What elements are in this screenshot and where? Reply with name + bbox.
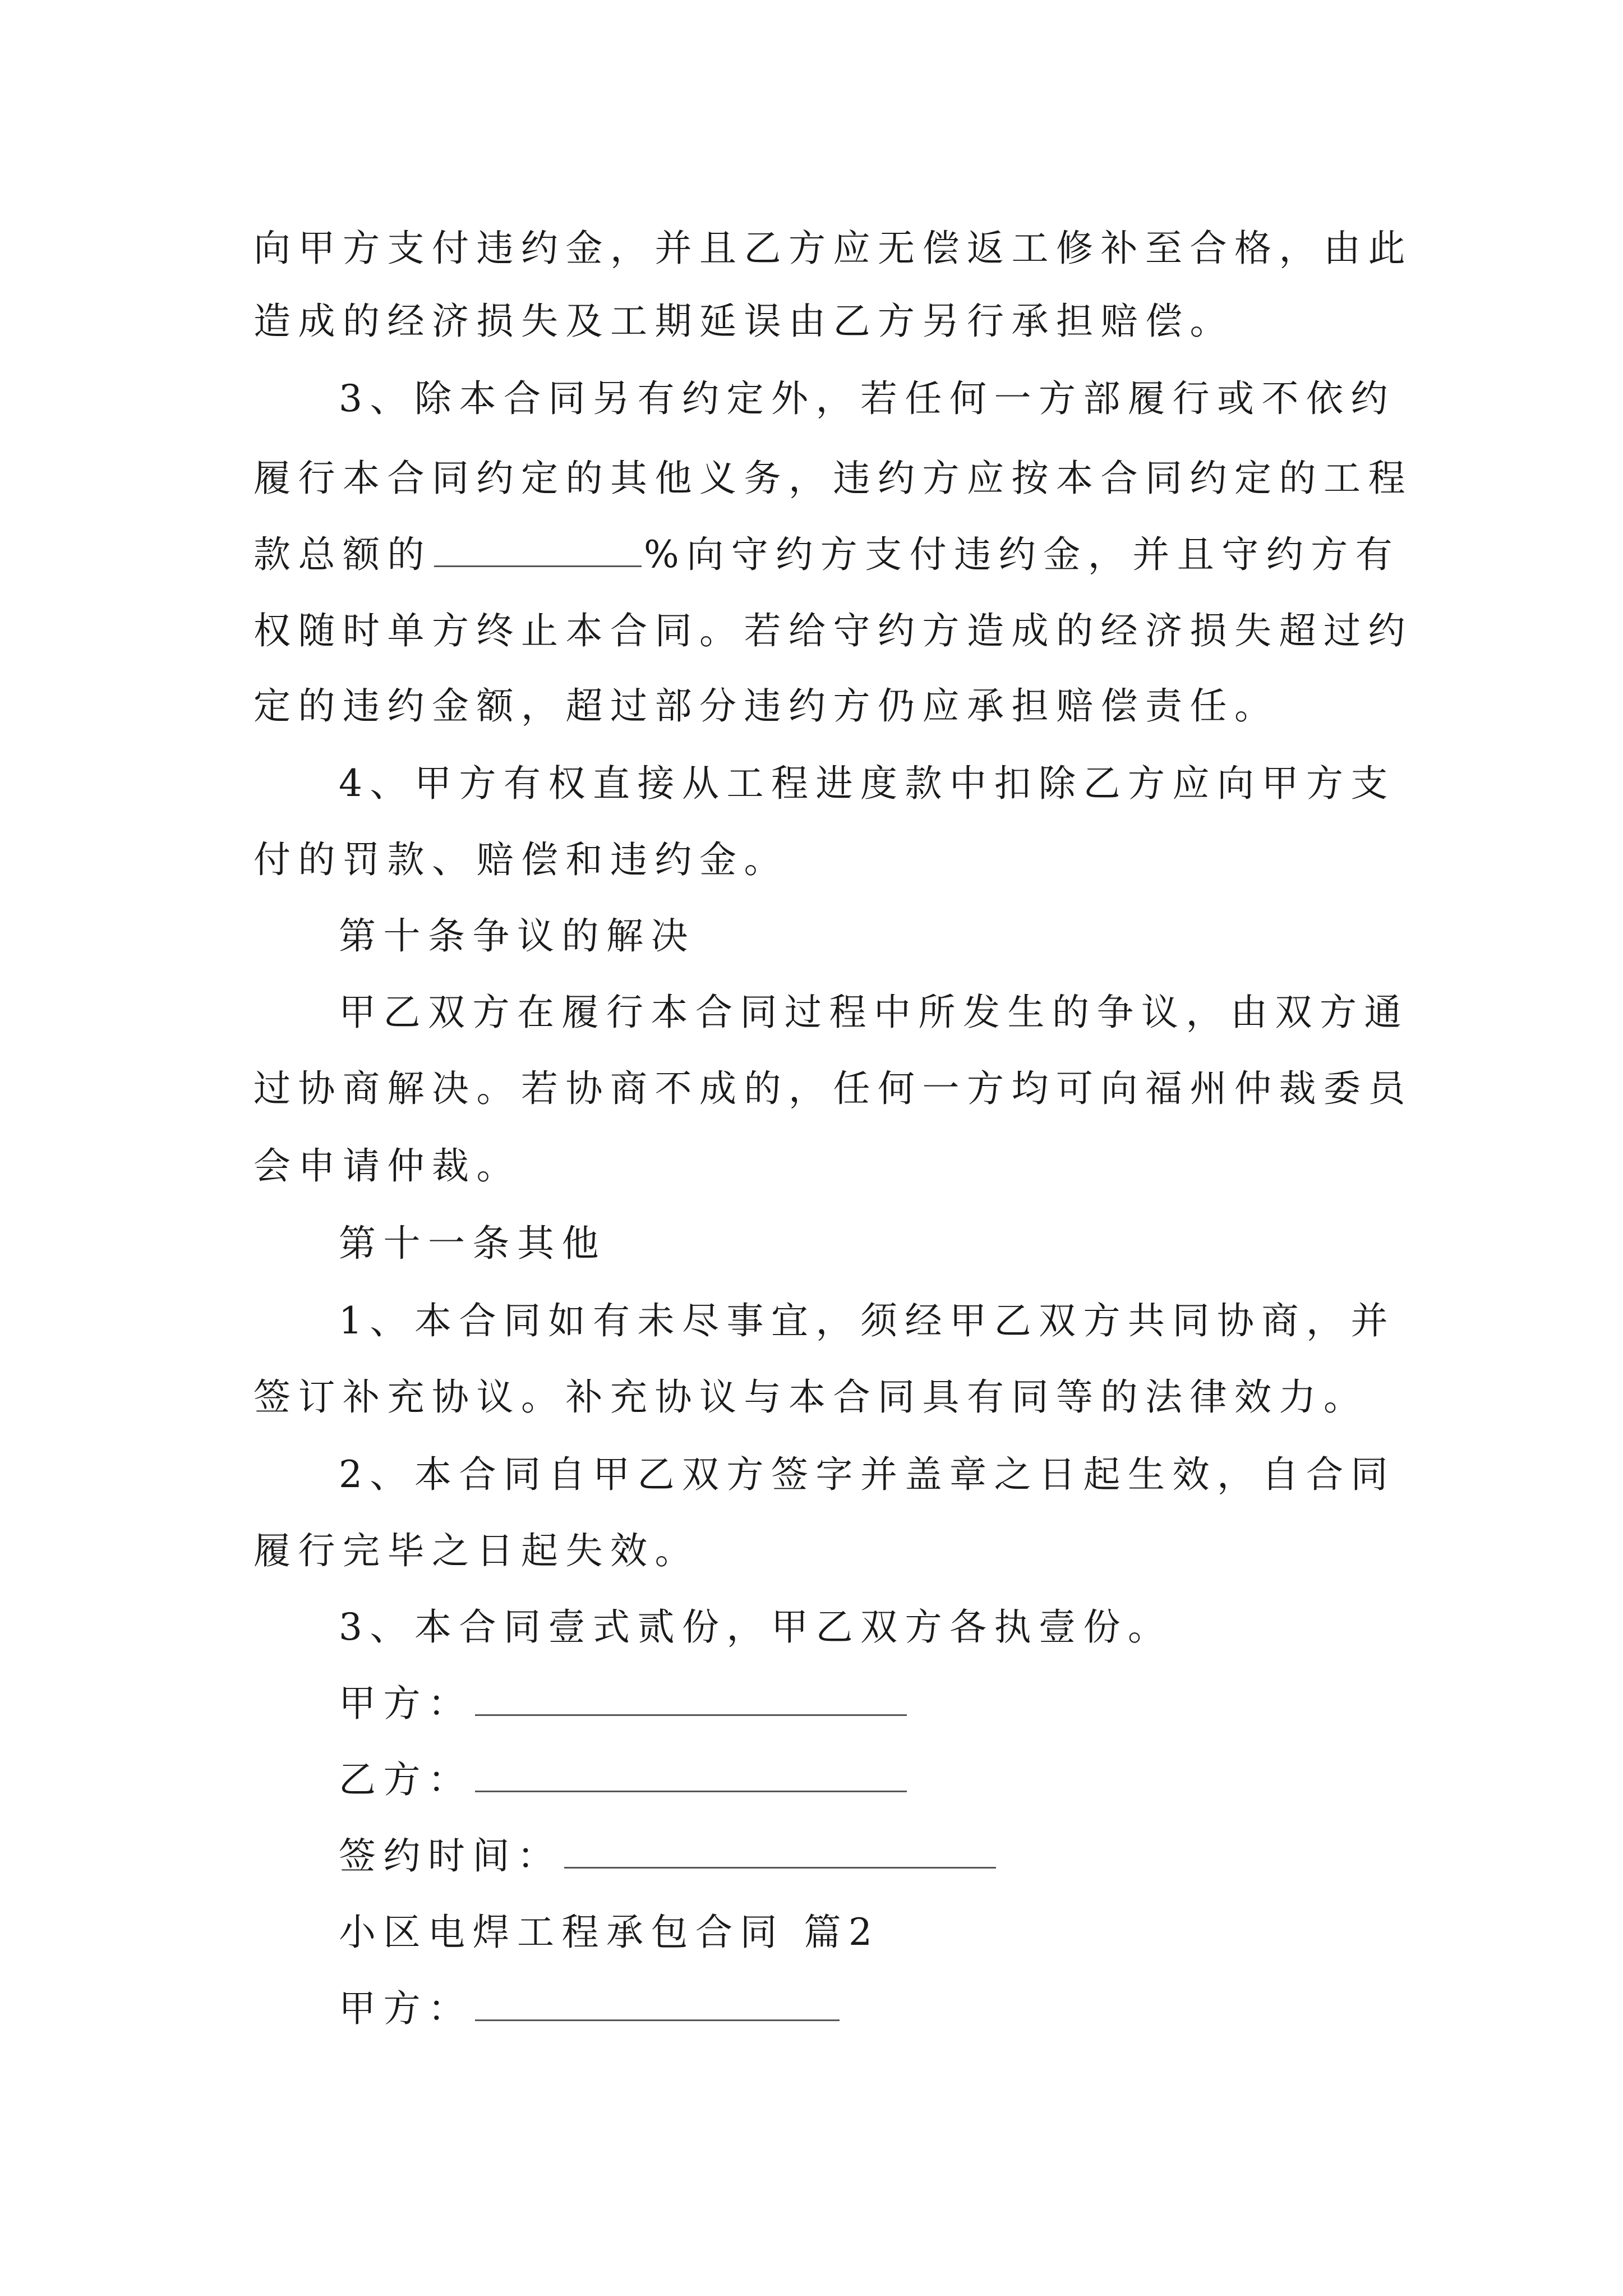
- amount-suffix: %向守约方支付违约金，并且守约方有: [644, 533, 1400, 576]
- other-clause-1-line: 1、本合同如有未尽事宜，须经甲乙双方共同协商，并: [339, 1299, 1395, 1342]
- paragraph-line: 过协商解决。若协商不成的，任何一方均可向福州仲裁委员: [253, 1067, 1413, 1110]
- clause-4-line: 4、甲方有权直接从工程进度款中扣除乙方应向甲方支: [339, 762, 1395, 805]
- paragraph-line: 会申请仲裁。: [253, 1144, 521, 1188]
- paragraph-line: 履行完毕之日起失效。: [253, 1529, 699, 1572]
- party-a-blank-2: [475, 1984, 840, 2021]
- party-b-signature-line: [339, 1755, 1472, 1805]
- party-a-signature-line: [339, 1678, 1472, 1729]
- paragraph-line: 造成的经济损失及工期延误由乙方另行承担赔偿。: [253, 300, 1234, 343]
- paragraph-line: 履行本合同约定的其他义务，违约方应按本合同约定的工程: [253, 457, 1413, 500]
- clause-3-line: 3、除本合同另有约定外，若任何一方部履行或不依约: [339, 377, 1395, 420]
- signing-date-line: [339, 1831, 1472, 1881]
- party-a-line-2: [339, 1984, 1472, 2034]
- other-clause-3-line: 3、本合同壹式贰份，甲乙双方各执壹份。: [339, 1605, 1173, 1649]
- signing-date-label: 签约时间：: [339, 1834, 562, 1878]
- other-clause-2-line: 2、本合同自甲乙双方签字并盖章之日起生效，自合同: [339, 1453, 1395, 1496]
- paragraph-line: 向甲方支付违约金，并且乙方应无偿返工修补至合格，由此: [253, 227, 1413, 270]
- percent-blank: [434, 530, 642, 567]
- paragraph-line: 签订补充协议。补充协议与本合同具有同等的法律效力。: [253, 1375, 1368, 1419]
- party-b-blank: [475, 1755, 907, 1792]
- party-a-label: 甲方：: [339, 1682, 473, 1725]
- paragraph-line: 权随时单方终止本合同。若给守约方造成的经济损失超过约: [253, 609, 1413, 652]
- paragraph-line-with-blank: [253, 530, 1400, 580]
- section-heading-11: 第十一条其他: [339, 1222, 606, 1265]
- section-heading-10: 第十条争议的解决: [339, 914, 695, 958]
- signing-date-blank: [564, 1831, 996, 1869]
- contract-2-title: 小区电焊工程承包合同 篇2: [339, 1911, 880, 1954]
- dispute-paragraph-line: 甲乙双方在履行本合同过程中所发生的争议，由双方通: [339, 991, 1409, 1034]
- party-a-label-2: 甲方：: [339, 1987, 473, 2030]
- paragraph-line: 定的违约金额，超过部分违约方仍应承担赔偿责任。: [253, 684, 1279, 728]
- party-b-label: 乙方：: [339, 1758, 473, 1801]
- amount-prefix: 款总额的: [253, 533, 432, 576]
- party-a-blank: [475, 1678, 907, 1716]
- paragraph-line: 付的罚款、赔偿和违约金。: [253, 838, 789, 881]
